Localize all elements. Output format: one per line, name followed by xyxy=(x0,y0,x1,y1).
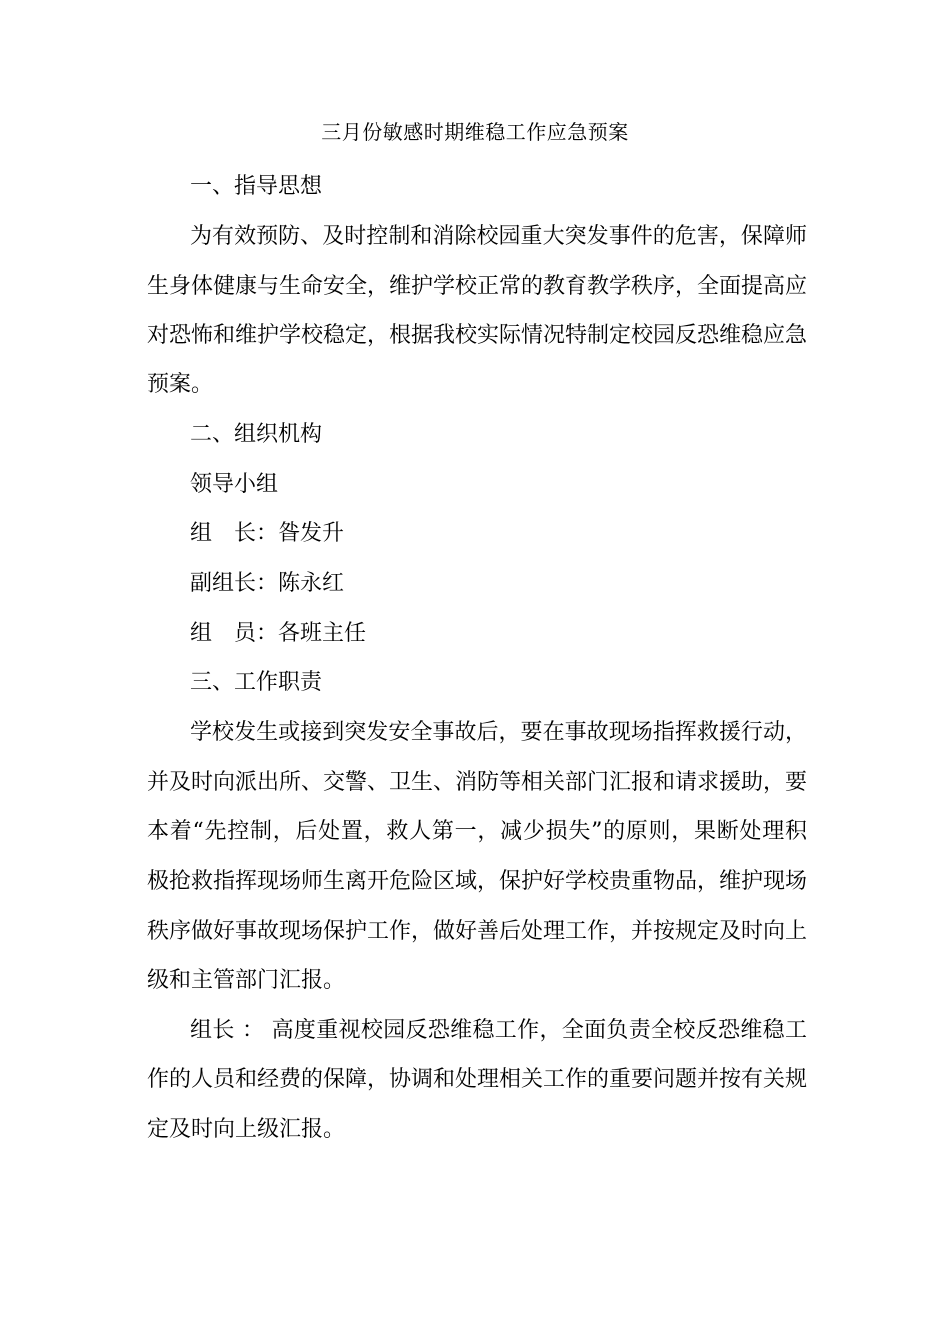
section3-paragraph-line: 级和主管部门汇报。 xyxy=(147,968,346,993)
section3-paragraph-line: 秩序做好事故现场保护工作，做好善后处理工作，并按规定及时向上 xyxy=(147,919,808,944)
section1-paragraph-line: 为有效预防、及时控制和消除校园重大突发事件的危害，保障师 xyxy=(190,224,807,249)
leader-entry: 组 长：昝发升 xyxy=(190,521,345,546)
leader-duty-line: 作的人员和经费的保障，协调和处理相关工作的重要问题并按有关规 xyxy=(147,1067,808,1092)
document-title: 三月份敏感时期维稳工作应急预案 xyxy=(321,120,629,144)
section3-paragraph-line: 极抢救指挥现场师生离开危险区域，保护好学校贵重物品，维护现场 xyxy=(147,869,808,894)
section3-heading: 三、工作职责 xyxy=(190,670,323,695)
section3-paragraph-line: 并及时向派出所、交警、卫生、消防等相关部门汇报和请求援助，要 xyxy=(147,770,808,795)
leader-duty-line: 定及时向上级汇报。 xyxy=(147,1117,346,1142)
section1-paragraph-line: 预案。 xyxy=(147,372,214,397)
section1-heading: 一、指导思想 xyxy=(190,174,323,199)
section2-heading: 二、组织机构 xyxy=(190,422,323,447)
section3-paragraph-line: 本着“先控制，后处置，救人第一，减少损失”的原则，果断处理积 xyxy=(147,819,807,844)
section1-paragraph-line: 生身体健康与生命安全，维护学校正常的教育教学秩序，全面提高应 xyxy=(147,274,808,299)
members-entry: 组 员：各班主任 xyxy=(190,621,367,646)
section1-paragraph-line: 对恐怖和维护学校稳定，根据我校实际情况特制定校园反恐维稳应急 xyxy=(147,323,808,348)
deputy-entry: 副组长：陈永红 xyxy=(190,571,345,596)
section3-paragraph-line: 学校发生或接到突发安全事故后，要在事故现场指挥救援行动， xyxy=(190,720,807,745)
leader-group-label: 领导小组 xyxy=(190,472,279,497)
leader-duty-line: 组长 ： 高度重视校园反恐维稳工作，全面负责全校反恐维稳工 xyxy=(190,1018,807,1043)
